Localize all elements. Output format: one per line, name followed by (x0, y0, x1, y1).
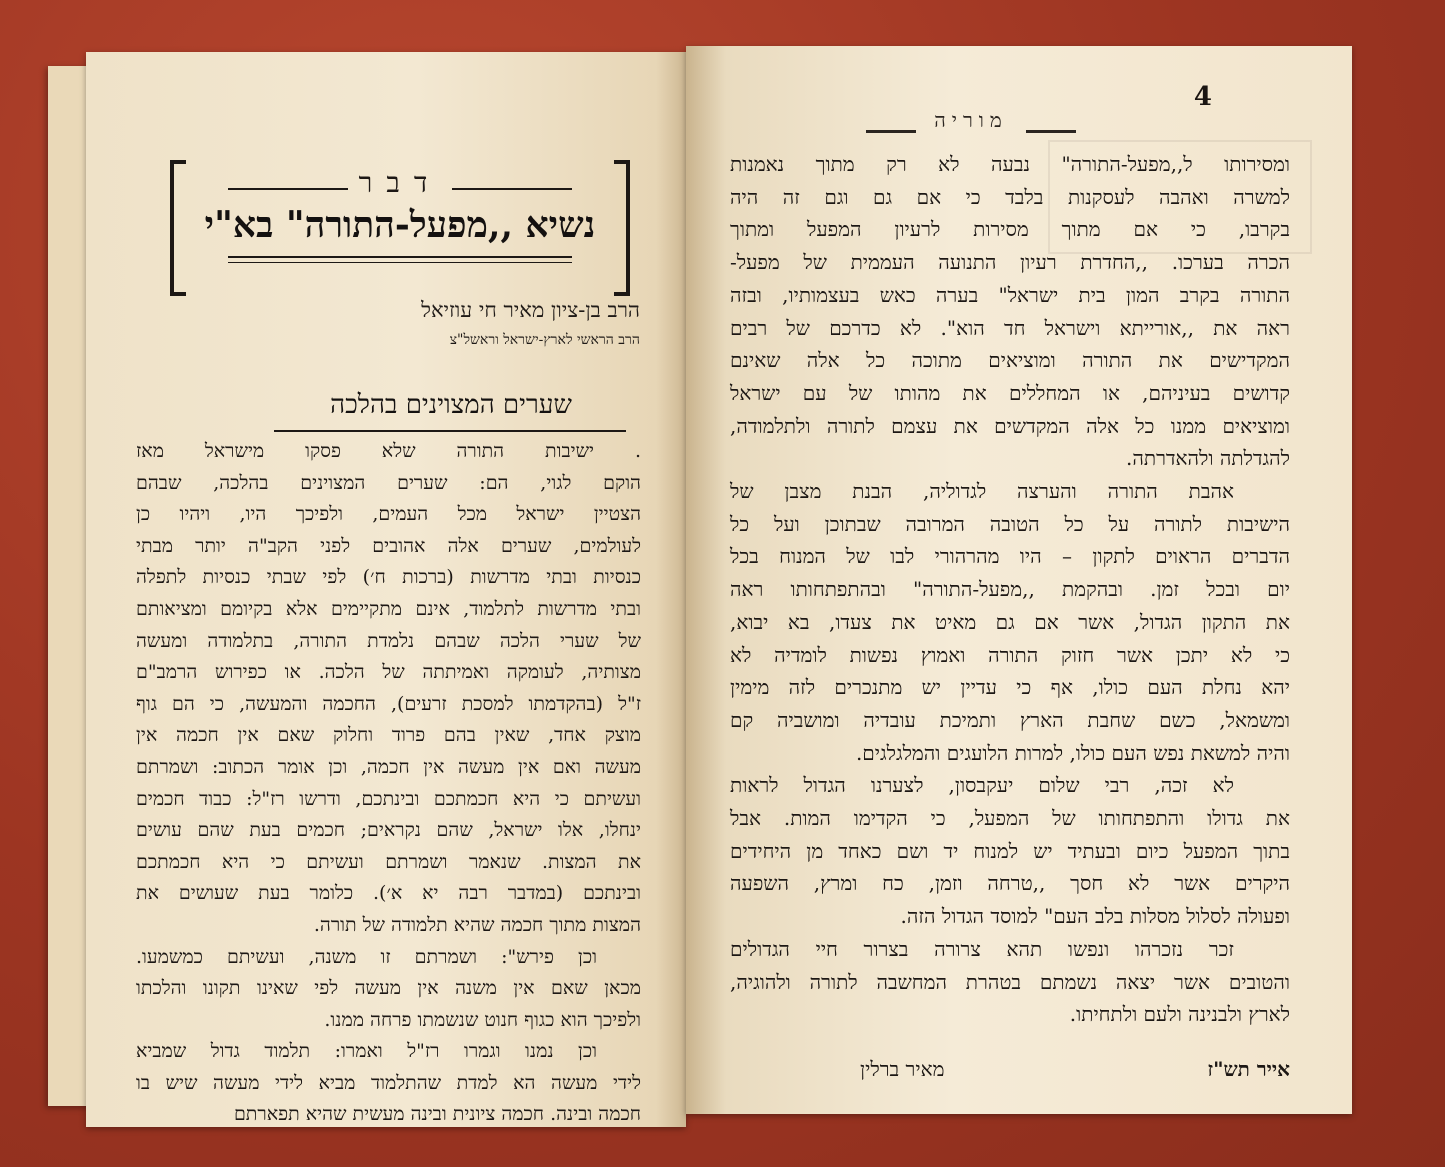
text-line: ובתי מדרשות לתלמוד, אינם מתקיימים אלא בקיומם ומציאותם (136, 597, 641, 620)
section-underline (274, 430, 626, 432)
text-line: לידי מעשה הא למדת שהתלמוד מביא לידי מעשה שיש בו (136, 1071, 641, 1094)
text-line: ינחלו, אלו ישראל, שהם נקראים; חכמים בעת שהם עושים (136, 819, 641, 842)
right-page (686, 46, 1352, 1114)
text-line: ולפיכך הוא כגוף חנוט שנשמתו פרחה ממנו. (324, 1008, 641, 1031)
date: אייר תש"ז (1207, 1056, 1290, 1081)
text-line: יום ובכל זמן. ובהקמת ,,מפעל-התורה" ובהתפתחותו ראה (730, 577, 1290, 602)
text-line: ומוציאים ממנו כל אלה המקדשים את עצמם לתורה ולתלמודה, (730, 413, 1290, 438)
text-line: אהבת התורה והערצה לגדוליה, הבנת מצבן של (730, 479, 1234, 504)
text-line: את גדולו והתפתחותו של המפעל, כי הקדימו המות. אבל (730, 806, 1290, 831)
text-line: התורה בקרב המון בית ישראל" בערה כאש בעצמותיו, ובזה (730, 282, 1290, 307)
signature: מאיר ברלין (860, 1056, 945, 1081)
section-title: שערים המצוינים בהלכה (330, 390, 572, 420)
author-name: הרב בן-ציון מאיר חי עוזיאל (421, 298, 640, 322)
paragraph (730, 475, 1290, 769)
text-line: מוצק אחד, שאין בהם פרוד וחלוק שאם אין חכמה אין (136, 724, 641, 747)
text-line: ופעולה לסלול מסלות בלב העם" למוסד הגדול הזה. (900, 904, 1290, 929)
text-line: הכרה בערכו. ,,החדרת רעיון התנועה העממית של מפעל- (730, 250, 1290, 275)
text-line: זכר נזכרהו ונפשו תהא צרורה בצרור חיי הגדולים (730, 936, 1234, 961)
text-line: הצטיין ישראל מכל העמים, ולפיכך היו, ויהיו כן (136, 503, 641, 526)
left-page (86, 52, 686, 1127)
text-line: מצותיה, לעומקה ואמיתתה של הלכה. או כפירוש הרמב"ם (136, 661, 641, 684)
author-role: הרב הראשי לארץ-ישראל וראשל"צ (449, 332, 640, 348)
text-line: והטובים אשר יצאה נשמתם בטהרת המחשבה לתורה ולהוגיה, (730, 969, 1290, 994)
text-line: בתוך המפעל כיום ובעתיד יש למנוח יד ושם כאחד מן היחידים (730, 838, 1290, 863)
frame-rule-bottom (228, 256, 572, 263)
text-line: מכאן שאם אין משנה אין מעשה לפי שאינו תקונו והלכתו (136, 977, 641, 1000)
text-line: כנסיות ובתי מדרשות (ברכות ח׳) לפי שבתי כנסיות לתפלה (136, 566, 641, 589)
paragraph (136, 436, 641, 942)
page-number: 4 (1193, 82, 1212, 112)
text-line: את המצות. שנאמר ושמרתם ועשיתם כי היא חכמתכם (136, 850, 641, 873)
text-line: כי לא יתכן אשר חזוק התורה ואמוץ נפשות לומדיה לא (730, 642, 1290, 667)
text-line: קדושים בעיניהם, או המחללים את מהותו של עם ישראל (730, 380, 1290, 405)
text-line: ומסירותו ל,,מפעל-התורה" נבעה לא רק מתוך נאמנות (730, 152, 1290, 176)
signature-line (730, 1053, 1290, 1086)
title-frame (170, 160, 630, 288)
left-body-text (136, 436, 641, 1127)
running-head-rule-right (1026, 130, 1076, 133)
text-line: וכן נמנו וגמרו רז"ל ואמרו: תלמוד גדול שמביא (136, 1040, 597, 1063)
text-line: חכמה ובינה. חכמה ציונית ובינה מעשית שהיא תפארתם (233, 1103, 641, 1126)
text-line: מעשה ואם אין מעשה אין חכמה, וכן אומר הכתוב: ושמרתם (136, 755, 641, 778)
text-line: לארץ ולבנינה ולעם ולתחיתו. (1069, 1002, 1290, 1027)
text-line: והיה למשאת נפש העם כולו, למרות הלועגים והמלגלגים. (855, 740, 1290, 765)
text-line: וכן פירש": ושמרתם זו משנה, ועשיתם כמשמעו. (136, 945, 597, 968)
paragraph (136, 1036, 641, 1127)
text-line: למשרה ואהבה לעסקנות בלבד כי אם גם וגם זה היה (730, 184, 1290, 209)
text-line: של שערי הלכה שבהם נלמדת התורה, בתלמודה ומעשה (136, 629, 641, 652)
text-line: להגדלתה ולהאדרתה. (1126, 446, 1290, 471)
running-head: מוריה (934, 108, 1008, 132)
paragraph (136, 942, 641, 1037)
text-line: . ישיבות התורה שלא פסקו מישראל מאז (136, 440, 641, 462)
text-line: ועשיתם כי היא חכמתכם ובינתכם, ודרשו רז"ל: כבוד חכמים (136, 787, 641, 810)
text-line: יהא נחלת העם כולו, אף כי עדיין יש מתנכרים לזה מימין (730, 675, 1290, 700)
text-line: ז"ל (בהקדמתו למסכת זרעים), החכמה והמעשה, כי הם גוף (136, 692, 641, 715)
paragraph (730, 933, 1290, 1031)
text-line: המצות מתוך חכמה שהיא תלמודה של תורה. (313, 913, 641, 936)
text-line: ראה את ,,אורייתא וישראל חד הוא". לא כדרכם של רבים (730, 315, 1290, 340)
text-line: הישיבות לתורה על כל הטובה המרובה שבתוכן ועל כל (730, 511, 1290, 536)
text-line: בקרבו, כי אם מתוך מסירות לרעיון המפעל ומתוך (730, 217, 1290, 242)
text-line: לעולמים, שערים אלה אהובים לפני הקב"ה יותר מבתי (136, 534, 641, 557)
text-line: ובינתכם (במדבר רבה יא א׳). כלומר בעת שעושים את (136, 882, 641, 905)
text-line: הדברים הראוים לתקון – היו מהרהורי לבו של המנוח בכל (730, 544, 1290, 569)
page-title: נשיא ,,מפעל-התורה" בא"י (204, 204, 596, 246)
text-line: המקדישים את התורה ומוציאים מתוכה כל אלה שאינם (730, 348, 1290, 373)
right-body-text (730, 148, 1290, 1086)
text-line: לא זכה, רבי שלום יעקבסון, לצערנו הגדול לראות (730, 773, 1234, 798)
text-line: הוקם לגוי, הם: שערים המצוינים בהלכה, שבהם (136, 471, 641, 494)
paragraph (730, 769, 1290, 933)
text-line: היקרים אשר לא חסך ,,טרחה וזמן, כח ומרץ, השפעה (730, 871, 1290, 896)
text-line: את התקון הגדול, אשר אם גם מאיט את צעדו, בא יבוא, (730, 609, 1290, 634)
paragraph (730, 148, 1290, 475)
title-dvar: דבר (358, 166, 442, 199)
text-line: ומשמאל, כשם שחבת הארץ ותמיכת עובדיה ומושביה קם (730, 707, 1290, 732)
